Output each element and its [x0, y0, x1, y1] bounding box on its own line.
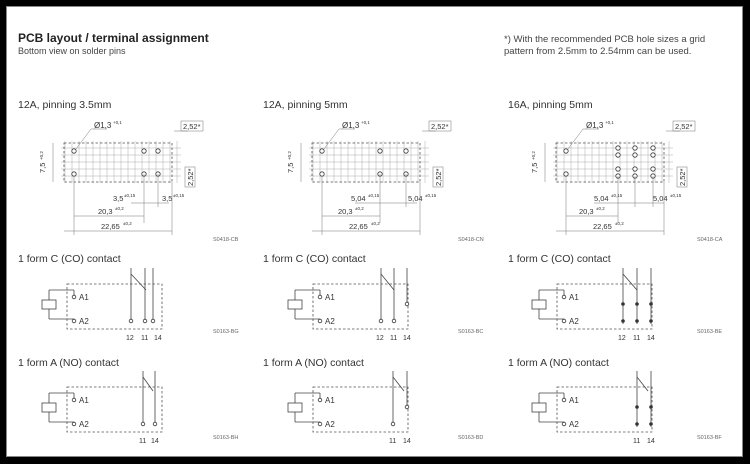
no-schematic-3 — [527, 365, 667, 445]
pitch-tol: ±0,15 — [124, 193, 136, 198]
pin-11-label: 11 — [389, 438, 397, 445]
span-label: 20,3 — [338, 207, 353, 216]
terminal-pin — [392, 319, 396, 323]
pin-12-label: 12 — [618, 335, 626, 342]
grid-y-label: 2,52* — [678, 168, 687, 186]
total-length-tol: ±0,2 — [123, 221, 132, 226]
coil-a2-label: A2 — [569, 420, 579, 429]
pin-14-label: 14 — [647, 335, 655, 342]
pcb-hole — [320, 172, 324, 176]
total-length-label: 22,65 — [101, 222, 120, 231]
coil-a1-label: A1 — [325, 396, 335, 405]
height-label: 7,5 — [38, 162, 47, 173]
coil-icon — [288, 300, 302, 309]
pin-14-label: 14 — [154, 335, 162, 342]
pcb-layout-drawing-2 — [286, 115, 495, 240]
no-schematic-1 — [37, 365, 177, 445]
pcb-hole — [633, 146, 637, 150]
height-tol: +0,2 — [531, 151, 536, 160]
pin-14-label: 14 — [403, 335, 411, 342]
coil-icon — [42, 300, 56, 309]
coil-a1-label: A1 — [569, 293, 579, 302]
coil-a1-label: A1 — [79, 396, 89, 405]
pin-11-label: 11 — [139, 438, 147, 445]
height-label: 7,5 — [286, 162, 295, 173]
pcb-hole — [616, 146, 620, 150]
coil-a2-label: A2 — [79, 420, 89, 429]
pcb-hole — [404, 149, 408, 153]
pcb-hole — [378, 149, 382, 153]
pcb-hole — [72, 149, 76, 153]
coil-icon — [288, 403, 302, 412]
pin-11-label: 11 — [141, 335, 149, 342]
no-contact-title-1: 1 form A (NO) contact — [18, 357, 119, 369]
pcb-layout-title-3: 16A, pinning 5mm — [508, 99, 593, 111]
pitch-label: 3,5 — [113, 194, 124, 203]
coil-icon — [42, 403, 56, 412]
total-length-label: 22,65 — [349, 222, 368, 231]
pcb-grid — [61, 141, 181, 183]
pin-11-label: 11 — [633, 438, 641, 445]
terminal-pin — [143, 319, 147, 323]
pin-12-label: 12 — [376, 335, 384, 342]
coil-icon — [532, 300, 546, 309]
pitch2-label: 3,5 — [162, 194, 173, 203]
pcb-grid — [309, 141, 429, 183]
datasheet-panel — [6, 6, 743, 457]
span-label: 20,3 — [98, 207, 113, 216]
coil-a2-label: A2 — [569, 317, 579, 326]
pitch2-tol: ±0,15 — [670, 193, 682, 198]
hole-diameter-label: Ø1,3 — [94, 121, 112, 130]
co-contact-title-2: 1 form C (CO) contact — [263, 253, 366, 265]
span-tol: ±0,2 — [115, 206, 124, 211]
span-tol: ±0,2 — [355, 206, 364, 211]
pcb-hole — [633, 153, 637, 157]
pcb-hole — [564, 172, 568, 176]
coil-icon — [532, 403, 546, 412]
total-length-tol: ±0,2 — [615, 221, 624, 226]
page-subtitle: Bottom view on solder pins — [18, 46, 126, 56]
no-contact-title-3: 1 form A (NO) contact — [508, 357, 609, 369]
pcb-hole — [564, 149, 568, 153]
pcb-hole — [633, 167, 637, 171]
pitch-label: 5,04 — [351, 194, 366, 203]
co-contact-title-1: 1 form C (CO) contact — [18, 253, 121, 265]
pcb-hole — [156, 149, 160, 153]
total-length-label: 22,65 — [593, 222, 612, 231]
pitch-tol: ±0,15 — [611, 193, 623, 198]
co-schematic-2 — [283, 262, 423, 342]
no-contact-title-2: 1 form A (NO) contact — [263, 357, 364, 369]
co-schematic-1 — [37, 262, 177, 342]
hole-diameter-tol: +0,1 — [113, 120, 122, 125]
pcb-layout-title-1: 12A, pinning 3.5mm — [18, 99, 112, 111]
grid-y-label: 2,52* — [434, 168, 443, 186]
coil-a2-label: A2 — [79, 317, 89, 326]
hole-diameter-label: Ø1,3 — [342, 121, 360, 130]
height-tol: +0,2 — [287, 151, 292, 160]
terminal-pin — [141, 422, 145, 426]
pin-12-label: 12 — [126, 335, 134, 342]
co-schematic-3 — [527, 262, 667, 342]
terminal-pin — [379, 319, 383, 323]
coil-a2-label: A2 — [325, 317, 335, 326]
span-label: 20,3 — [579, 207, 594, 216]
pitch2-label: 5,04 — [653, 194, 668, 203]
grid-y-label: 2,52* — [186, 168, 195, 186]
terminal-pin — [405, 405, 409, 409]
drawing-code-9: S0163-BF — [697, 435, 722, 441]
pcb-hole — [616, 167, 620, 171]
grid-x-label: 2,52* — [431, 122, 449, 131]
pcb-layout-title-2: 12A, pinning 5mm — [263, 99, 348, 111]
span-tol: ±0,2 — [596, 206, 605, 211]
co-contact-title-3: 1 form C (CO) contact — [508, 253, 611, 265]
hole-diameter-label: Ø1,3 — [586, 121, 604, 130]
pcb-hole — [616, 153, 620, 157]
pcb-hole — [142, 149, 146, 153]
pitch2-tol: ±0,15 — [173, 193, 185, 198]
pin-11-label: 11 — [390, 335, 398, 342]
pcb-hole — [651, 153, 655, 157]
coil-a1-label: A1 — [79, 293, 89, 302]
page-title: PCB layout / terminal assignment — [18, 31, 209, 45]
terminal-pin — [151, 319, 155, 323]
no-schematic-2 — [283, 365, 423, 445]
grid-x-label: 2,52* — [675, 122, 693, 131]
drawing-code-2: S0418-CN — [458, 237, 484, 243]
drawing-code-7: S0163-BH — [213, 435, 239, 441]
pitch-label: 5,04 — [594, 194, 609, 203]
total-length-tol: ±0,2 — [371, 221, 380, 226]
hole-diameter-tol: +0,1 — [361, 120, 370, 125]
pin-14-label: 14 — [403, 438, 411, 445]
pin-14-label: 14 — [151, 438, 159, 445]
pitch-tol: ±0,15 — [368, 193, 380, 198]
coil-a2-label: A2 — [325, 420, 335, 429]
drawing-code-1: S0418-CB — [213, 237, 239, 243]
pcb-hole — [320, 149, 324, 153]
pcb-layout-drawing-1 — [38, 115, 247, 240]
pitch2-label: 5,04 — [408, 194, 423, 203]
footnote: *) With the recommended PCB hole sizes a grid pattern from 2.5mm to 2.54mm can be used. — [504, 34, 706, 57]
drawing-code-8: S0163-BD — [458, 435, 484, 441]
drawing-code-4: S0163-BG — [213, 329, 239, 335]
height-label: 7,5 — [530, 162, 539, 173]
coil-a1-label: A1 — [569, 396, 579, 405]
pin-11-label: 11 — [633, 335, 641, 342]
terminal-pin — [153, 422, 157, 426]
pin-14-label: 14 — [647, 438, 655, 445]
height-tol: +0,2 — [39, 151, 44, 160]
pitch2-tol: ±0,15 — [425, 193, 437, 198]
hole-diameter-tol: +0,1 — [605, 120, 614, 125]
grid-x-label: 2,52* — [183, 122, 201, 131]
terminal-pin — [405, 302, 409, 306]
drawing-code-5: S0163-BC — [458, 329, 484, 335]
pcb-hole — [651, 146, 655, 150]
terminal-pin — [391, 422, 395, 426]
drawing-code-3: S0418-CA — [697, 237, 723, 243]
coil-a1-label: A1 — [325, 293, 335, 302]
drawing-code-6: S0163-BE — [697, 329, 723, 335]
pcb-hole — [72, 172, 76, 176]
pcb-layout-drawing-3 — [530, 115, 739, 240]
terminal-pin — [129, 319, 133, 323]
pcb-hole — [651, 167, 655, 171]
